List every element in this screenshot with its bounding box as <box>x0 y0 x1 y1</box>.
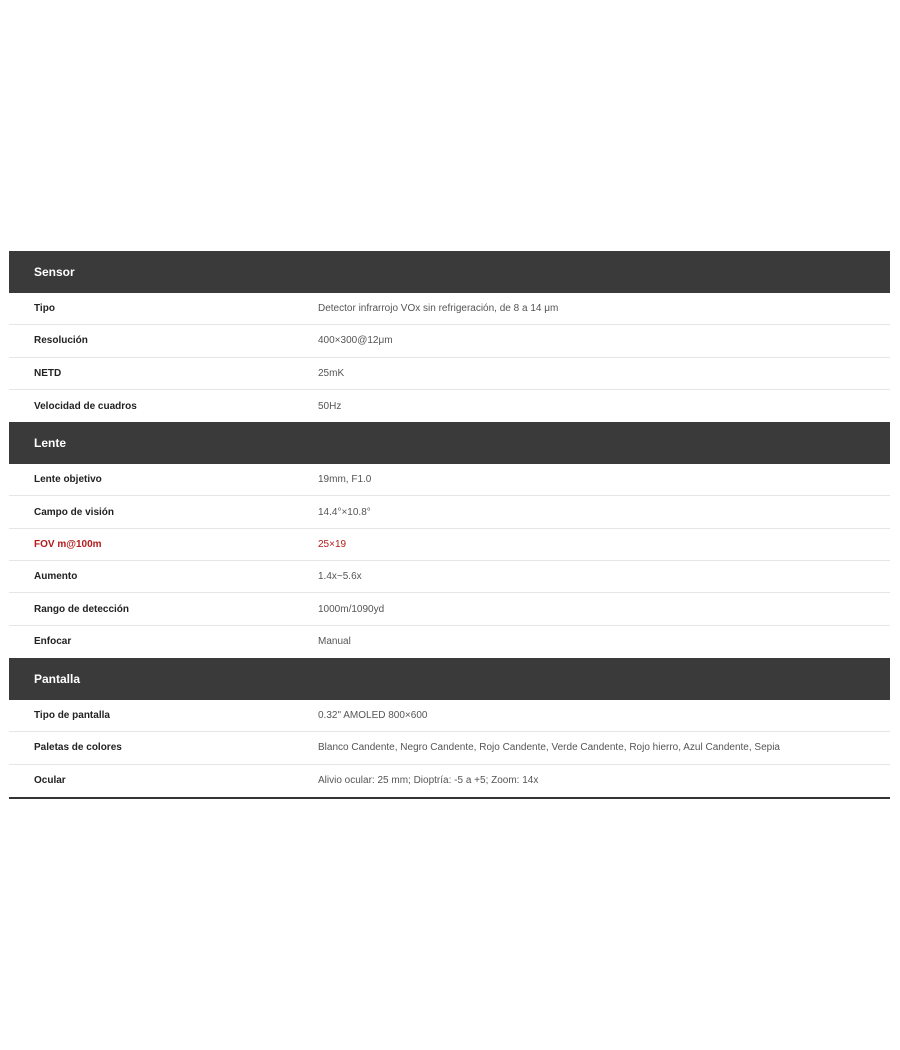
table-row <box>9 358 890 390</box>
row-value: Manual <box>318 636 351 648</box>
row-label: Tipo <box>34 303 55 315</box>
table-row <box>9 390 890 422</box>
table-row <box>9 732 890 764</box>
row-value: 19mm, F1.0 <box>318 474 372 486</box>
table-row <box>9 593 890 625</box>
section-pantalla <box>9 700 890 797</box>
row-label: Campo de visión <box>34 506 115 518</box>
table-row <box>9 325 890 357</box>
table-row <box>9 765 890 797</box>
row-value: 1000m/1090yd <box>318 603 385 615</box>
row-label: Enfocar <box>34 636 72 648</box>
section-title: Sensor <box>34 265 75 279</box>
section-title: Lente <box>34 436 67 451</box>
row-value: Alivio ocular: 25 mm; Dioptría: -5 a +5; Zoom: 14x <box>318 775 539 787</box>
table-row <box>9 700 890 732</box>
table-row <box>9 293 890 325</box>
row-label: Ocular <box>34 775 66 787</box>
table-row <box>9 626 890 658</box>
table-row <box>9 561 890 593</box>
row-value: 400×300@12μm <box>318 335 393 347</box>
section-header-lente <box>9 422 890 464</box>
section-header-pantalla <box>9 658 890 700</box>
section-lente <box>9 464 890 658</box>
row-value: 1.4x~5.6x <box>318 571 362 583</box>
spec-table <box>9 251 890 799</box>
row-value: Detector infrarrojo VOx sin refrigeración, de 8 a 14 μm <box>318 303 559 315</box>
table-row <box>9 496 890 528</box>
section-sensor <box>9 293 890 422</box>
table-row-highlight <box>9 529 890 561</box>
row-value: 25×19 <box>318 538 347 550</box>
row-label: FOV m@100m <box>34 538 102 550</box>
row-value: 25mK <box>318 367 345 379</box>
row-value: 50Hz <box>318 400 342 412</box>
table-row <box>9 464 890 496</box>
row-label: Tipo de pantalla <box>34 710 110 722</box>
row-label: NETD <box>34 367 62 379</box>
section-header-sensor <box>9 251 890 293</box>
section-title: Pantalla <box>34 671 81 686</box>
row-value: 14.4°×10.8° <box>318 506 371 518</box>
row-label: Rango de detección <box>34 603 130 615</box>
row-value: Blanco Candente, Negro Candente, Rojo Candente, Verde Candente, Rojo hierro, Azul Candente, Sepia <box>318 742 780 754</box>
row-label: Paletas de colores <box>34 742 122 754</box>
row-label: Resolución <box>34 335 88 347</box>
row-label: Lente objetivo <box>34 474 102 486</box>
row-label: Velocidad de cuadros <box>34 400 137 412</box>
row-label: Aumento <box>34 571 78 583</box>
row-value: 0.32" AMOLED 800×600 <box>318 710 428 722</box>
